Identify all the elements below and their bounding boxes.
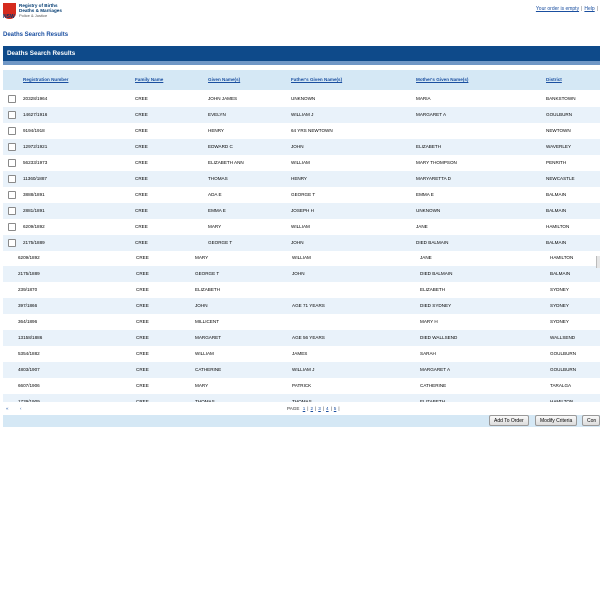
continue-button[interactable]: Con — [582, 415, 600, 426]
help-link[interactable]: Help — [584, 6, 595, 12]
table-row[interactable] — [3, 298, 600, 314]
cell-mother-given-names: MARGARET A — [416, 112, 447, 117]
cell-registration-number: 397/1866 — [18, 303, 38, 308]
column-header-father-given-names[interactable]: Father's Given Name(s) — [291, 77, 343, 82]
row-select-checkbox[interactable] — [8, 191, 16, 199]
cell-district: SYDNEY — [550, 303, 569, 308]
cell-registration-number: 239/1870 — [18, 287, 38, 292]
cell-district: HAMILTON — [550, 255, 574, 260]
cell-father-given-names: JOSEPH H — [291, 208, 314, 213]
cell-given-names: EMMA E — [208, 208, 226, 213]
cell-district: BANKSTOWN — [546, 96, 576, 101]
cell-mother-given-names: DIED BALMAIN — [420, 271, 453, 276]
table-row[interactable] — [3, 346, 600, 362]
cell-father-given-names: 64 YRS NEWTOWN — [291, 128, 333, 133]
cell-father-given-names: WILLIAM J — [291, 112, 314, 117]
page-links: PAGE 1 | 2 | 3 | 4 | 5 | — [287, 406, 340, 411]
table-row[interactable] — [3, 330, 600, 346]
cell-given-names: JOHN — [195, 303, 208, 308]
cell-registration-number: 6209/1892 — [18, 255, 40, 260]
cell-family-name: CREE — [135, 208, 148, 213]
cell-district: GOULBURN — [550, 367, 577, 372]
cell-given-names: MARGARET — [195, 335, 222, 340]
page-title: Deaths Search Results — [3, 32, 69, 38]
table-row[interactable] — [3, 266, 600, 282]
cell-district: BALMAIN — [546, 240, 567, 245]
row-select-checkbox[interactable] — [8, 95, 16, 103]
cell-family-name: CREE — [136, 383, 149, 388]
table-row[interactable] — [3, 123, 600, 139]
cell-district: WALLSEND — [550, 335, 576, 340]
cell-district: SYDNEY — [550, 287, 569, 292]
cell-father-given-names: WILLIAM — [291, 224, 310, 229]
order-status-link[interactable]: Your order is empty — [535, 6, 580, 12]
cell-father-given-names: GEORGE T — [291, 192, 316, 197]
cell-mother-given-names: DIED BALMAIN — [416, 240, 449, 245]
cell-given-names: ELIZABETH ANN — [208, 160, 244, 165]
cell-family-name: CREE — [135, 112, 148, 117]
table-header-row — [3, 70, 600, 90]
cell-district: BALMAIN — [550, 271, 571, 276]
cell-registration-number: 4803/1907 — [18, 367, 40, 372]
cell-father-given-names: HENRY — [291, 176, 307, 181]
cell-father-given-names: JOHN — [291, 240, 304, 245]
table-row[interactable] — [3, 219, 600, 235]
row-select-checkbox[interactable] — [8, 207, 16, 215]
cell-registration-number: 2175/1889 — [23, 240, 45, 245]
cell-father-given-names: AGE 56 YEARS — [292, 335, 325, 340]
cell-father-given-names: JOHN — [292, 271, 305, 276]
site-header — [0, 0, 600, 26]
cell-father-given-names: WILLIAM — [291, 160, 310, 165]
cell-father-given-names: JAMES — [292, 351, 308, 356]
column-header-family-name[interactable]: Family Name — [135, 77, 164, 82]
cell-registration-number: 6607/1906 — [18, 383, 40, 388]
cell-district: HAMILTON — [550, 399, 574, 402]
cell-given-names: EVELYN — [208, 112, 226, 117]
table-row[interactable] — [3, 394, 600, 402]
cell-family-name: CREE — [136, 303, 149, 308]
cell-mother-given-names: EMMA E — [416, 192, 434, 197]
cell-district: NEWTOWN — [546, 128, 571, 133]
cell-family-name: CREE — [136, 271, 149, 276]
cell-district: GOULBURN — [546, 112, 573, 117]
cell-mother-given-names: DIED SYDNEY — [420, 303, 452, 308]
cell-given-names: MARY — [208, 224, 222, 229]
table-row[interactable] — [3, 378, 600, 394]
table-row[interactable] — [3, 107, 600, 123]
table-row[interactable] — [3, 171, 600, 187]
cell-mother-given-names: ELIZABETH — [416, 144, 442, 149]
cell-registration-number: 12972/1921 — [23, 144, 48, 149]
cell-family-name: CREE — [135, 176, 148, 181]
cell-registration-number: 364/1896 — [18, 319, 38, 324]
table-row[interactable] — [3, 139, 600, 155]
table-row[interactable] — [3, 91, 600, 107]
cell-district: WAVERLEY — [546, 144, 572, 149]
cell-mother-given-names: JANE — [416, 224, 428, 229]
cell-mother-given-names: ELIZABETH — [420, 287, 446, 292]
cell-district: SYDNEY — [550, 319, 569, 324]
cell-district: GOULBURN — [550, 351, 577, 356]
cell-mother-given-names: MARGARET A — [420, 367, 451, 372]
cell-district: PENRITH — [546, 160, 567, 165]
cell-mother-given-names: MARIA — [416, 96, 431, 101]
cell-registration-number: 11360/1887 — [23, 176, 47, 181]
cell-given-names: ELIZABETH — [195, 287, 221, 292]
cell-given-names: THOMAS — [195, 399, 215, 402]
cell-given-names: MARY — [195, 255, 209, 260]
cell-registration-number: 2881/1891 — [23, 208, 45, 213]
page-label: PAGE — [287, 406, 300, 411]
cell-mother-given-names: DIED WALLSEND — [420, 335, 458, 340]
row-select-checkbox[interactable] — [8, 223, 16, 231]
cell-family-name: CREE — [136, 319, 149, 324]
panel-divider — [3, 61, 600, 65]
row-select-checkbox[interactable] — [8, 159, 16, 167]
cell-father-given-names: AGE 71 YEARS — [292, 303, 325, 308]
cell-registration-number: 13158/1886 — [18, 335, 43, 340]
cell-given-names: MILLICENT — [195, 319, 219, 324]
column-header-registration-number[interactable]: Registration Number — [23, 77, 69, 82]
cell-mother-given-names: CATHERINE — [420, 383, 447, 388]
logo-line-3: Police & Justice — [19, 13, 48, 19]
panel-title: Deaths Search Results — [3, 46, 600, 61]
cell-family-name: CREE — [135, 192, 148, 197]
logo-nsw-text: NSW — [3, 14, 15, 20]
cell-given-names: ADA E — [208, 192, 222, 197]
cell-family-name: CREE — [135, 96, 148, 101]
cell-registration-number: 20328/1964 — [23, 96, 48, 101]
cell-father-given-names: PATRICK — [292, 383, 312, 388]
add-to-order-button[interactable]: Add To Order — [489, 415, 529, 426]
row-select-checkbox[interactable] — [8, 239, 16, 247]
page-link-3[interactable]: 3 — [318, 406, 321, 411]
table-row[interactable] — [3, 203, 600, 219]
cell-registration-number: 14627/1916 — [23, 112, 48, 117]
row-select-checkbox[interactable] — [8, 175, 16, 183]
table-row[interactable] — [3, 314, 600, 330]
cell-mother-given-names: SARAH — [420, 351, 436, 356]
cell-given-names: CATHERINE — [195, 367, 222, 372]
cell-father-given-names: UNKNOWN — [291, 96, 316, 101]
modify-criteria-button[interactable]: Modify Criteria — [535, 415, 577, 426]
table-row[interactable] — [3, 235, 600, 251]
cell-mother-given-names: ELIZABETH — [420, 399, 446, 402]
registry-logo-text[interactable] — [19, 3, 62, 19]
cell-family-name: CREE — [136, 367, 149, 372]
table-row[interactable] — [3, 187, 600, 203]
page-link-1[interactable]: 1 — [302, 406, 306, 411]
cell-family-name: CREE — [136, 351, 149, 356]
cell-family-name: CREE — [135, 128, 148, 133]
cell-given-names: HENRY — [208, 128, 224, 133]
cell-mother-given-names: UNKNOWN — [416, 208, 441, 213]
logo-line-2: Deaths & Marriages — [19, 8, 62, 14]
cell-district: BALMAIN — [546, 192, 567, 197]
separator: | — [581, 6, 583, 12]
cell-family-name: CREE — [135, 240, 148, 245]
page-link-2[interactable]: 2 — [310, 406, 314, 411]
cell-registration-number: 5354/1882 — [18, 351, 40, 356]
cell-father-given-names: JOHN — [291, 144, 304, 149]
cell-family-name: CREE — [136, 399, 149, 402]
horizontal-scroll-handle[interactable] — [596, 256, 600, 268]
cell-given-names: GEORGE T — [195, 271, 220, 276]
table-row[interactable] — [3, 362, 600, 378]
cell-registration-number: 9194/1918 — [23, 128, 45, 133]
cell-mother-given-names: JANE — [420, 255, 432, 260]
cell-given-names: GEORGE T — [208, 240, 233, 245]
cell-family-name: CREE — [135, 224, 148, 229]
cell-family-name: CREE — [136, 287, 149, 292]
first-page-icon[interactable]: « — [6, 406, 9, 411]
row-select-checkbox[interactable] — [8, 143, 16, 151]
cell-mother-given-names: MARY THOMPSON — [416, 160, 457, 165]
cell-given-names: EDWARD C — [208, 144, 233, 149]
cell-father-given-names: THOMAS — [292, 399, 312, 402]
cell-given-names: THOMAS — [208, 176, 228, 181]
cell-given-names: WILLIAM — [195, 351, 214, 356]
table-row[interactable] — [3, 282, 600, 298]
row-select-checkbox[interactable] — [8, 127, 16, 135]
column-header-district[interactable]: District — [546, 77, 562, 82]
column-header-mother-given-names[interactable]: Mother's Given Name(s) — [416, 77, 469, 82]
cell-family-name: CREE — [135, 144, 148, 149]
top-links — [536, 6, 600, 12]
prev-page-icon[interactable]: ‹ — [20, 406, 22, 411]
cell-mother-given-names: MARYARETTA D — [416, 176, 451, 181]
cell-registration-number: 6209/1892 — [23, 224, 45, 229]
table-row[interactable] — [3, 155, 600, 171]
cell-district: TARALGA — [550, 383, 572, 388]
cell-family-name: CREE — [136, 335, 149, 340]
row-select-checkbox[interactable] — [8, 111, 16, 119]
cell-family-name: CREE — [135, 160, 148, 165]
cell-district: NEWCASTLE — [546, 176, 575, 181]
cell-registration-number: 3888/1891 — [23, 192, 45, 197]
separator: | — [596, 6, 598, 12]
cell-registration-number: 1739/1909 — [18, 399, 40, 402]
page-link-5[interactable]: 5 — [333, 406, 337, 411]
results-table — [3, 70, 600, 402]
pagination — [3, 404, 600, 414]
cell-given-names: MARY — [195, 383, 209, 388]
cell-registration-number: 56233/1973 — [23, 160, 48, 165]
page-link-4[interactable]: 4 — [326, 406, 329, 411]
cell-district: HAMILTON — [546, 224, 570, 229]
cell-registration-number: 2175/1889 — [18, 271, 40, 276]
logo-line-1: Registry of Births — [19, 3, 58, 8]
cell-district: BALMAIN — [546, 208, 567, 213]
cell-family-name: CREE — [136, 255, 149, 260]
column-header-given-names[interactable]: Given Name(s) — [208, 77, 241, 82]
cell-mother-given-names: MARY H — [420, 319, 438, 324]
cell-given-names: JOHN JAMES — [208, 96, 238, 101]
table-row[interactable] — [3, 250, 600, 266]
cell-father-given-names: WILLIAM J — [292, 367, 315, 372]
cell-father-given-names: WILLIAM — [292, 255, 311, 260]
